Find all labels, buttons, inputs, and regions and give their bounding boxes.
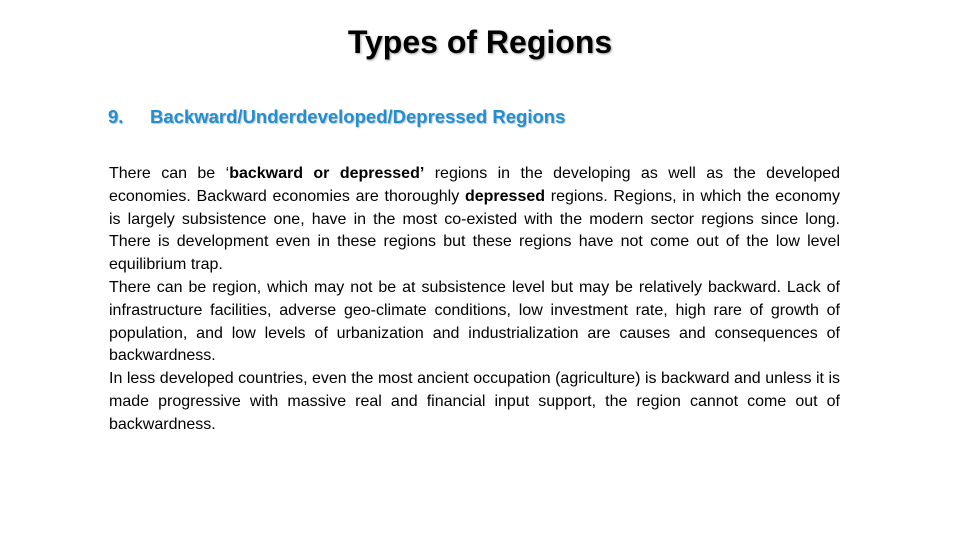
section-number: 9. (108, 106, 124, 127)
paragraph-1-part-2: regions in the developing as well as the developed economies. Backward economies are thoroughly (109, 165, 841, 205)
paragraph-1-part-3: regions. Regions, in which the economy is largely subsistence one, have in the most co-existed with the modern sector regions since long. There is development even in these regions but these regions have not come out of the low level equilibrium trap. (109, 187, 841, 274)
body-text (109, 163, 840, 437)
section-heading-text: Backward/Underdeveloped/Depressed Regions (150, 106, 566, 127)
paragraph-2: There can be region, which may not be at subsistence level but may be relatively backward. Lack of infrastructure facilities, adverse geo-climate conditions, low investment rate, high rare of growth of population, and low levels of urbanization and industrialization are causes and consequences of backwardness. (109, 278, 840, 365)
section-heading (108, 106, 848, 128)
paragraph-1-part-1: There can be ‘ (109, 165, 230, 182)
paragraph-1-bold-2: depressed (464, 187, 546, 205)
slide-title: Types of Regions (347, 24, 613, 60)
paragraph-1 (109, 163, 840, 277)
paragraph-1-bold-1: backward or depressed’ (229, 165, 425, 182)
paragraph-3: In less developed countries, even the most ancient occupation (agriculture) is backward and unless it is made progressive with massive real and financial input support, the region cannot come out of backwardness. (109, 370, 840, 433)
